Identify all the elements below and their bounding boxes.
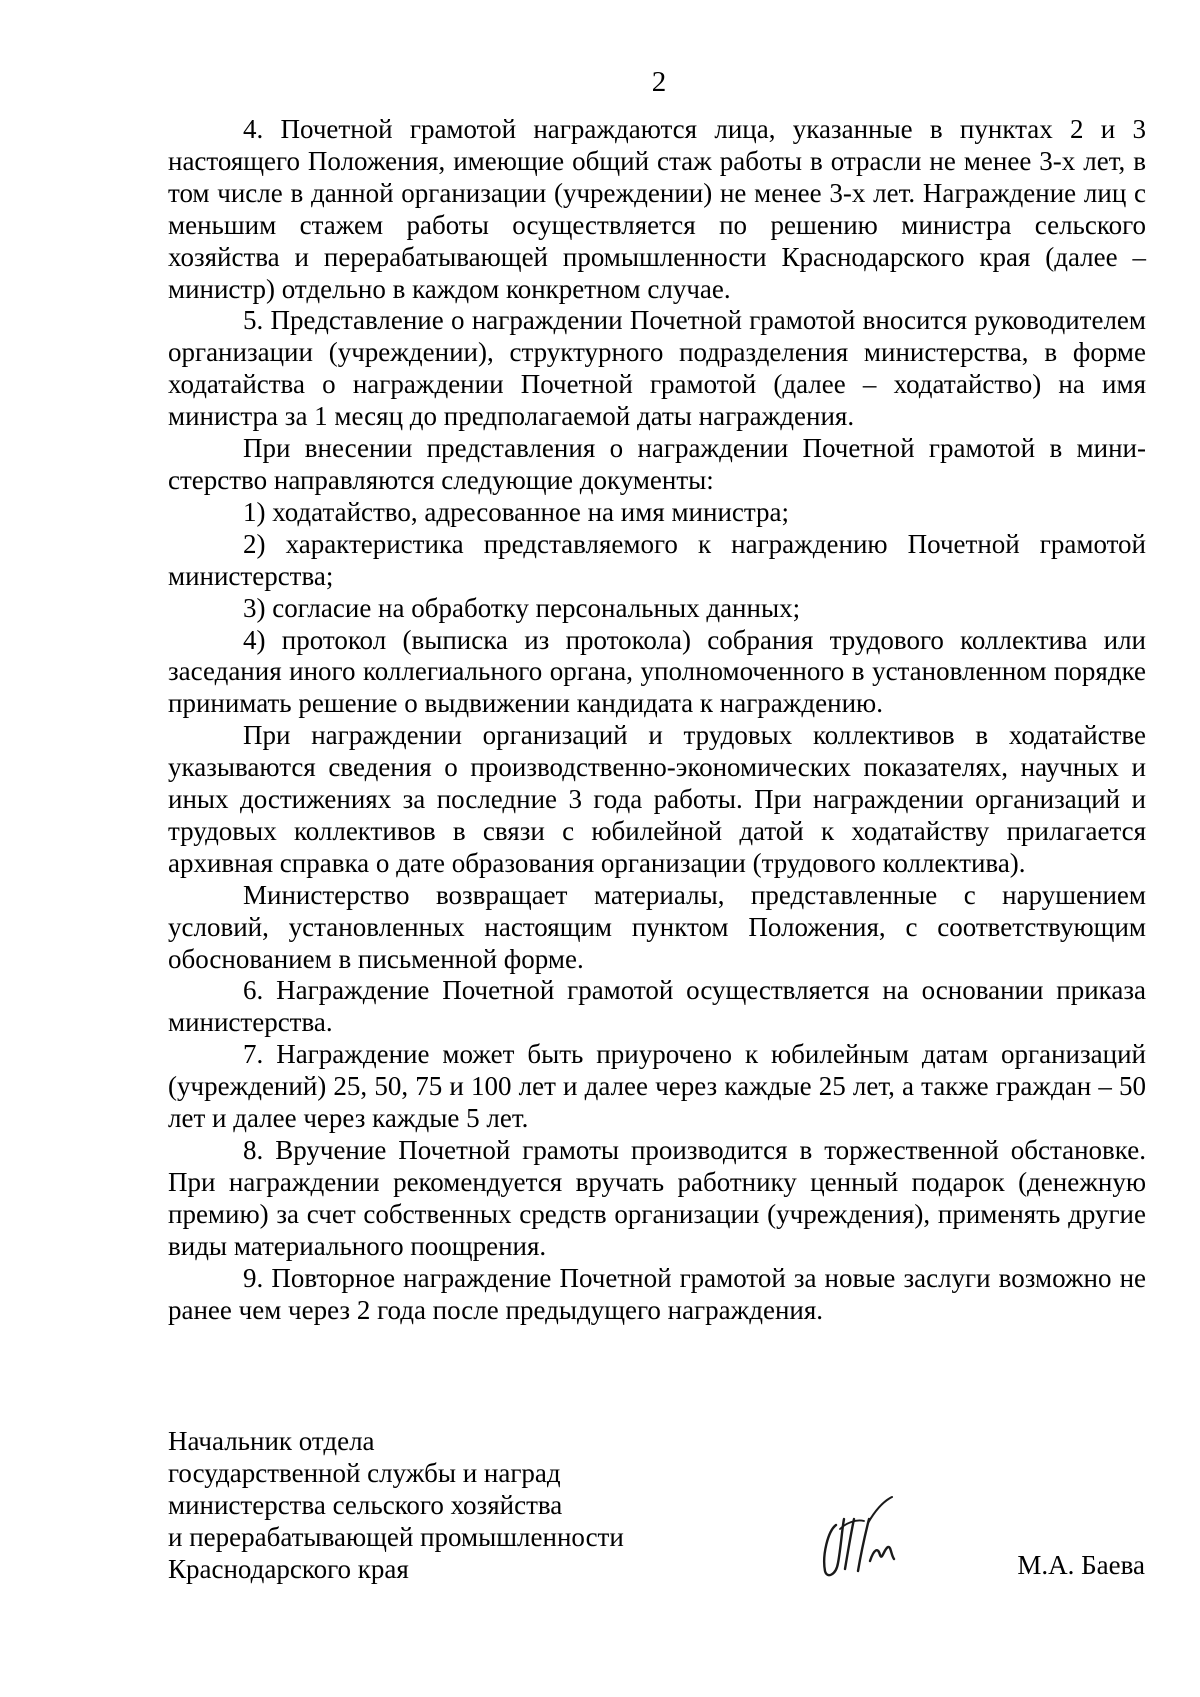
paragraph-item-9: 9. Повторное награждение Почетной грамотой за новые заслуги возможно не ранее чем через 2 года после предыдущего награждения. xyxy=(168,1262,1146,1325)
paragraph-item-7: 7. Награждение может быть приурочено к юбилейным датам организаций (учреждений) 25, 50, 75 и 100 лет и далее через каждые 25 лет, а также граждан – 50 лет и далее через каждые 5 лет. xyxy=(168,1039,1146,1134)
signer-position-line: государственной службы и наград xyxy=(168,1458,561,1488)
signer-position xyxy=(168,1425,624,1585)
list-item-4: 4) протокол (выписка из протокола) собрания трудового коллектива или заседания иного коллегиального органа, уполномоченного в установленном порядке принимать решение о выдвижении кандидата к награждению. xyxy=(168,624,1146,719)
paragraph-item-8: 8. Вручение Почетной грамоты производится в торжественной обстановке. При награждении рекомендуется вручать работнику ценный подарок (денежную премию) за счет собственных средств организации (учреждения), применять другие виды материального поощрения. xyxy=(168,1135,1146,1261)
signer-position-line: и перерабатывающей промышленности xyxy=(168,1522,624,1552)
paragraph-item-5: 5. Представление о награждении Почетной грамотой вносится руководителем организации (учреждении), структурного подразделения министерства, в форме ходатайства о награждении Почетной грамотой (далее – ходатайство) на имя министра за 1 месяц до предполагаемой даты награждения. xyxy=(168,305,1146,432)
signer-position-line: Краснодарского края xyxy=(168,1554,409,1584)
document-body xyxy=(168,114,1146,1326)
signer-name: М.А. Баева xyxy=(1017,1550,1145,1580)
paragraph-return-materials: Министерство возвращает материалы, представленные с нарушением условий, установленных настоящим пунктом Положения, с соответствующим обоснованием в письменной форме. xyxy=(168,879,1146,974)
list-item-2: 2) характеристика представляемого к награждению Почетной грамотой министерства; xyxy=(168,528,1146,591)
paragraph-item-4: 4. Почетной грамотой награждаются лица, указанные в пунктах 2 и 3 настоящего Положения, имеющие общий стаж работы в отрасли не менее 3-х лет, в том числе в данной организации (учреждении) не менее 3-х лет. Награждение лиц с меньшим стажем работы осуществляется по решению министра сельского хозяйства и перерабатывающей промышленности Краснодарского края (далее – министр) отдельно в каждом конкретном случае. xyxy=(168,114,1146,304)
paragraph-documents-intro: При внесении представления о награждении Почетной грамотой в министерство направляются следующие документы: xyxy=(168,433,1146,495)
signer-position-line: Начальник отдела xyxy=(168,1426,375,1456)
handwritten-signature xyxy=(798,1489,918,1581)
signer-position-line: министерства сельского хозяйства xyxy=(168,1490,563,1520)
paragraph-organizations: При награждении организаций и трудовых коллективов в ходатайстве указываются сведения о производственно-экономических показателях, научных и иных достижениях за последние 3 года работы. При награждении организаций и трудовых коллективов в связи с юбилейной датой к ходатайству прилагается архивная справка о дате образования организации (трудового коллектива). xyxy=(168,720,1146,878)
paragraph-item-6: 6. Награждение Почетной грамотой осуществляется на основании приказа министерства. xyxy=(168,975,1146,1038)
list-item-1: 1) ходатайство, адресованное на имя министра; xyxy=(243,496,789,527)
list-item-3: 3) согласие на обработку персональных данных; xyxy=(243,592,801,623)
page-number: 2 xyxy=(651,66,667,98)
